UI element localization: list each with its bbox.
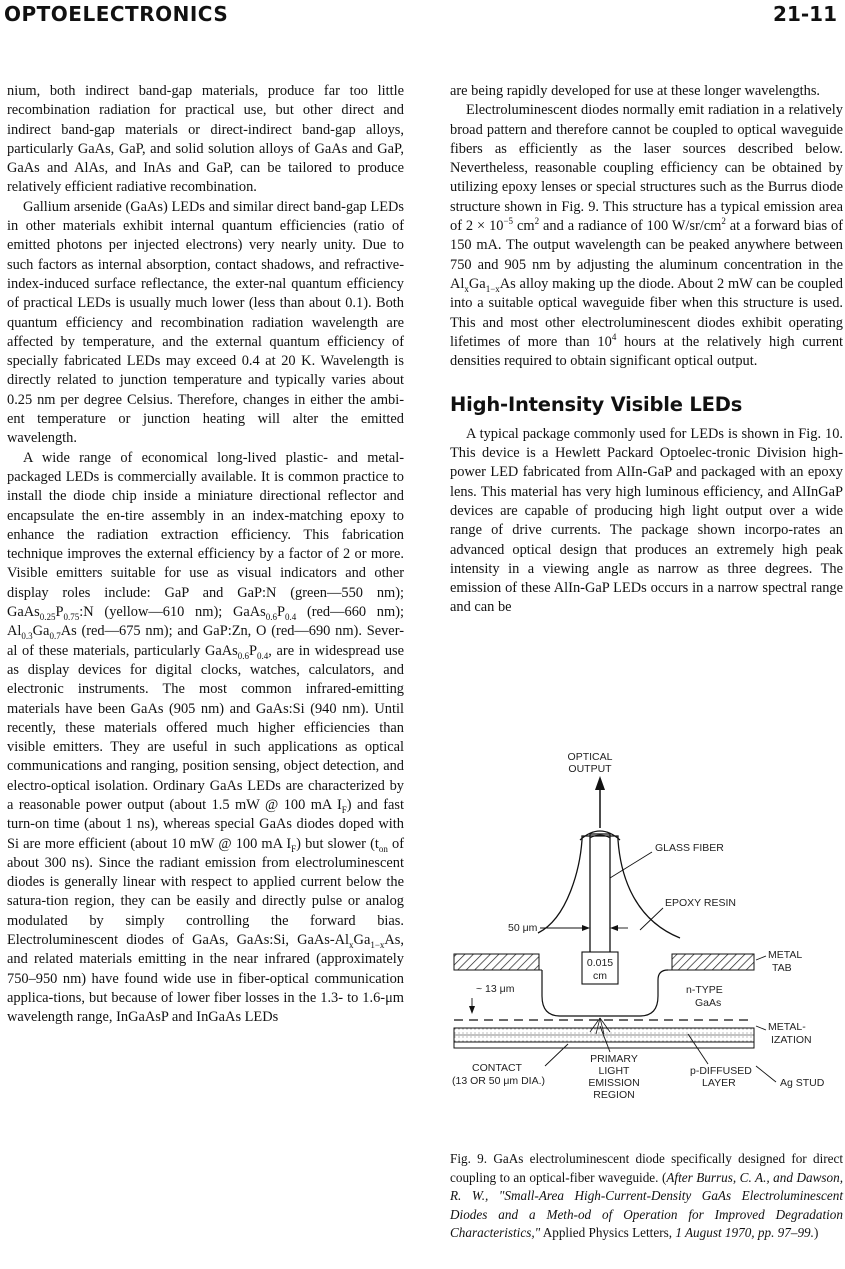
thirteen-um-label: ~ 13 μm	[476, 983, 515, 995]
p-diffused-label: p-DIFFUSED	[690, 1065, 752, 1077]
metal-tab-label: TAB	[772, 962, 792, 974]
metal-tab-label: METAL	[768, 949, 803, 961]
optical-output-label: OPTICAL	[567, 751, 613, 763]
epoxy-resin-label: EPOXY RESIN	[665, 897, 736, 909]
ntype-label: n-TYPE	[686, 984, 723, 996]
fifty-um-label: 50 μm	[508, 922, 538, 934]
figure-caption: Fig. 9. GaAs electroluminescent diode specifically designed for direct coupling to an optical-fiber waveguide. (After Burrus, C. A., and Dawson, R. W., "Small-Area High-Current-Density GaAs Electroluminescent Diodes and a Meth-od of Operation for Improved Degradation Characteristics," Applied Physics Letters, 1 August 1970, pp. 97–99.)	[450, 1151, 843, 1241]
paragraph: Gallium arsenide (GaAs) LEDs and similar direct band-gap LEDs in other materials exhibit internal quantum efficiencies (ratio of emitted photons per injected electrons) very nearly unity. Due to such factors as internal absorption, contact shadows, and refractive-index-induced surface reflectance, the exter-nal quantum efficiency of practical LEDs is usually much lower (less than about 0.1). Both quantum efficiency and recombination radiation wavelength are affected by temperature, and the external quantum efficiency of specially fabricated LEDs may exceed 0.4 at 20 K. Wavelength is directly related to junction temperature and typically varies about 0.25 nm per degree Celsius. Therefore, changes in either the ambi-ent temperature or junction heating will alter the emitted wavelength.	[7, 198, 404, 447]
figure-burrus-diode	[450, 748, 843, 1143]
dimension-unit: cm	[593, 970, 607, 982]
page-number: 21-11	[773, 2, 837, 26]
section-title: OPTOELECTRONICS	[4, 2, 229, 26]
paragraph: Electroluminescent diodes normally emit radiation in a relatively broad pattern and therefore cannot be coupled to optical waveguide fibers as efficiently as the laser sources described below. Nevertheless, reasonable coupling efficiency can be obtained by utilizing epoxy lenses or special structures such as the Burrus diode structure shown in Fig. 9. This structure has a typical emission area of $2 \times 10^{-5}$ $cm^2$ and a radiance of 100 $W/sr/cm^2$ at a forward bias of 150 mA. The output wavelength can be peaked anywhere between 750 and 905 nm by adjusting the aluminum concentration in the $Al_xGa_{1-x}As$ alloy making up the diode. About 2 mW can be coupled into a suitable optical waveguide fiber when this structure is used. This and most other electroluminescent diodes exhibit operating lifetimes of more than $10^4$ hours at the relatively high current densities required to obtain significant optical output.	[450, 102, 844, 370]
diode-diagram	[450, 748, 843, 1143]
primary-emission-label: LIGHT	[598, 1065, 630, 1077]
paragraph: are being rapidly developed for use at these longer wavelengths.	[450, 83, 821, 99]
dimension-value: 0.015	[586, 957, 614, 969]
metal-tab-right	[672, 954, 754, 970]
left-column	[7, 82, 404, 1028]
glass-fiber-label: GLASS FIBER	[655, 842, 724, 854]
metalization-label: METAL-	[768, 1021, 806, 1033]
primary-emission-label: REGION	[593, 1089, 635, 1101]
primary-emission-label: EMISSION	[588, 1077, 640, 1089]
ag-stud-label: Ag STUD	[780, 1077, 825, 1089]
arrow-head-icon	[595, 776, 605, 790]
paragraph: nium, both indirect band-gap materials, produce far too little recombination radiation for practical use, but other direct and indirect band-gap materials or direct-indirect band-gap alloys, particularly GaAs, GaP, and solid solution alloys of GaAs and GaP, GaAs and AlAs, and InAs and GaP, can be tailored to produce relatively efficient radiative recombination.	[7, 83, 404, 196]
optical-output-label: OUTPUT	[568, 763, 612, 775]
glass-fiber	[590, 834, 610, 954]
contact-label: CONTACT	[472, 1062, 522, 1074]
section-heading: High-Intensity Visible LEDs	[450, 393, 743, 417]
contact-label: (13 OR 50 μm DIA.)	[452, 1075, 545, 1087]
primary-emission-label: PRIMARY	[590, 1053, 638, 1065]
metal-tab-left	[454, 954, 539, 970]
ntype-label: GaAs	[695, 997, 722, 1009]
paragraph: A wide range of economical long-lived plastic- and metal-packaged LEDs is commercially available. It is common practice to install the diode chip inside a miniature directional reflector and encapsulate the en-tire assembly in an index-matching epoxy to enhance the radiation extraction efficiency. This fabrication technique improves the external efficiency by a factor of 2 or more. Visible emitters suitable for use as visual indicators and other display roles include: GaP and GaP:N (green—550 nm); $GaAs_{0.25}P_{0.75}:N$ (yellow—610 nm); $GaAs_{0.6}P_{0.4}$ (red—660 nm); $Al_{0.3}Ga_{0.7}As$ (red—675 nm); and GaP:Zn, O (red—690 nm). Sever-al of these materials, particularly $GaAs_{0.6}P_{0.4}$, are in widespread use as display devices for digital clocks, watches, calculators, and electronic instruments. The most common infrared-emitting materials have been GaAs (905 nm) and GaAs:Si (940 nm). Until recently, these materials offered much higher efficiencies than visible emitters. They are useful in such applications as optical communications and ranging, position sensing, object detection, and electro-optical isolation. Ordinary GaAs LEDs are characterized by a reasonable power output (about 1.5 mW @ 100 mA $I_F$) and fast turn-on time (about 1 ns), whereas special GaAs diodes doped with Si are more efficient (about 10 mW @ 100 mA $I_F$) but slower ($t_{on}$ of about 300 ns). Since the radiant emission from electroluminescent diodes is generally linear with respect to applied current below the satura-tion region, they can be easily and directly pulse or analog modulated by simply controlling the forward bias. Electroluminescent diodes of GaAs, GaAs:Si, GaAs-$Al_xGa_{1-x}As$, and related materials emitting in the near infrared (approximately 750–950 nm) have found wide use in fiber-optical communication applica-tions, but because of lower fiber losses in the 1.3- to 1.6-μm wavelength range, InGaAsP and InGaAs LEDs	[7, 449, 404, 1026]
right-column	[450, 82, 843, 618]
paragraph: A typical package commonly used for LEDs is shown in Fig. 10. This device is a Hewlett Packard Optoelec-tronic Division high-power LED fabricated from AlIn-GaP and packaged with an epoxy lens. This material has very high luminous efficiency, and AlInGaP devices are capable of producing high light output over a wide range of drive currents. The package shown incorpo-rates an advanced optical design that produces an extremely high peak intensity in a viewing angle as narrow as three degrees. The emission of these AlIn-GaP LEDs occurs in a narrow spectral range and can be	[450, 425, 843, 616]
page-header	[0, 0, 845, 30]
p-diffused-label: LAYER	[702, 1077, 736, 1089]
metalization-label: IZATION	[771, 1034, 812, 1046]
